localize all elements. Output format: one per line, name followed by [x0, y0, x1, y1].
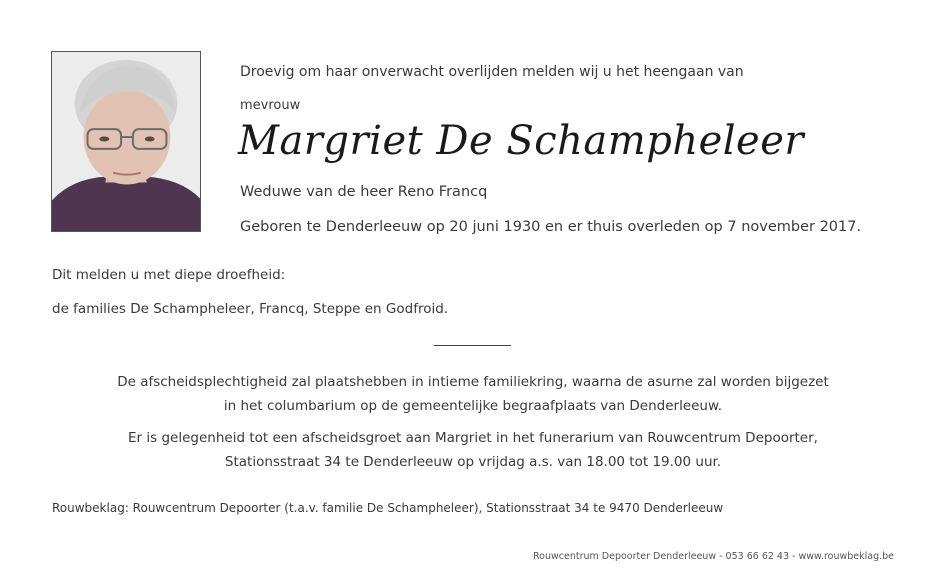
ceremony-line-1: De afscheidsplechtigheid zal plaatshebben in intieme familiekring, waarna de asurne zal worden bijgezet [117, 374, 829, 390]
visit-line-1: Er is gelegenheid tot een afscheidsgroet aan Margriet in het funerarium van Rouwcentrum Depoorter, [128, 430, 818, 446]
visit-text [0, 426, 946, 474]
widow-line: Weduwe van de heer Reno Francq [240, 184, 488, 200]
divider [434, 345, 511, 346]
footer-contact: Rouwcentrum Depoorter Denderleeuw - 053 66 62 43 - www.rouwbeklag.be [533, 551, 894, 562]
title-prefix: mevrouw [240, 98, 301, 113]
portrait-photo [51, 51, 201, 232]
birth-death-line: Geboren te Denderleeuw op 20 juni 1930 en er thuis overleden op 7 november 2017. [240, 219, 862, 235]
condolence-address: Rouwbeklag: Rouwcentrum Depoorter (t.a.v. familie De Schampheleer), Stationsstraat 34 te 9470 Denderleeuw [52, 501, 724, 515]
ceremony-line-2: in het columbarium op de gemeentelijke begraafplaats van Denderleeuw. [223, 398, 723, 414]
announcement-line: Dit melden u met diepe droefheid: [52, 267, 286, 283]
families-line: de families De Schampheleer, Francq, Steppe en Godfroid. [52, 301, 449, 317]
ceremony-text [0, 370, 946, 418]
intro-text: Droevig om haar onverwacht overlijden melden wij u het heengaan van [240, 64, 744, 80]
visit-line-2: Stationsstraat 34 te Denderleeuw op vrijdag a.s. van 18.00 tot 19.00 uur. [224, 454, 722, 470]
deceased-name: Margriet De Schampheleer [238, 118, 805, 164]
